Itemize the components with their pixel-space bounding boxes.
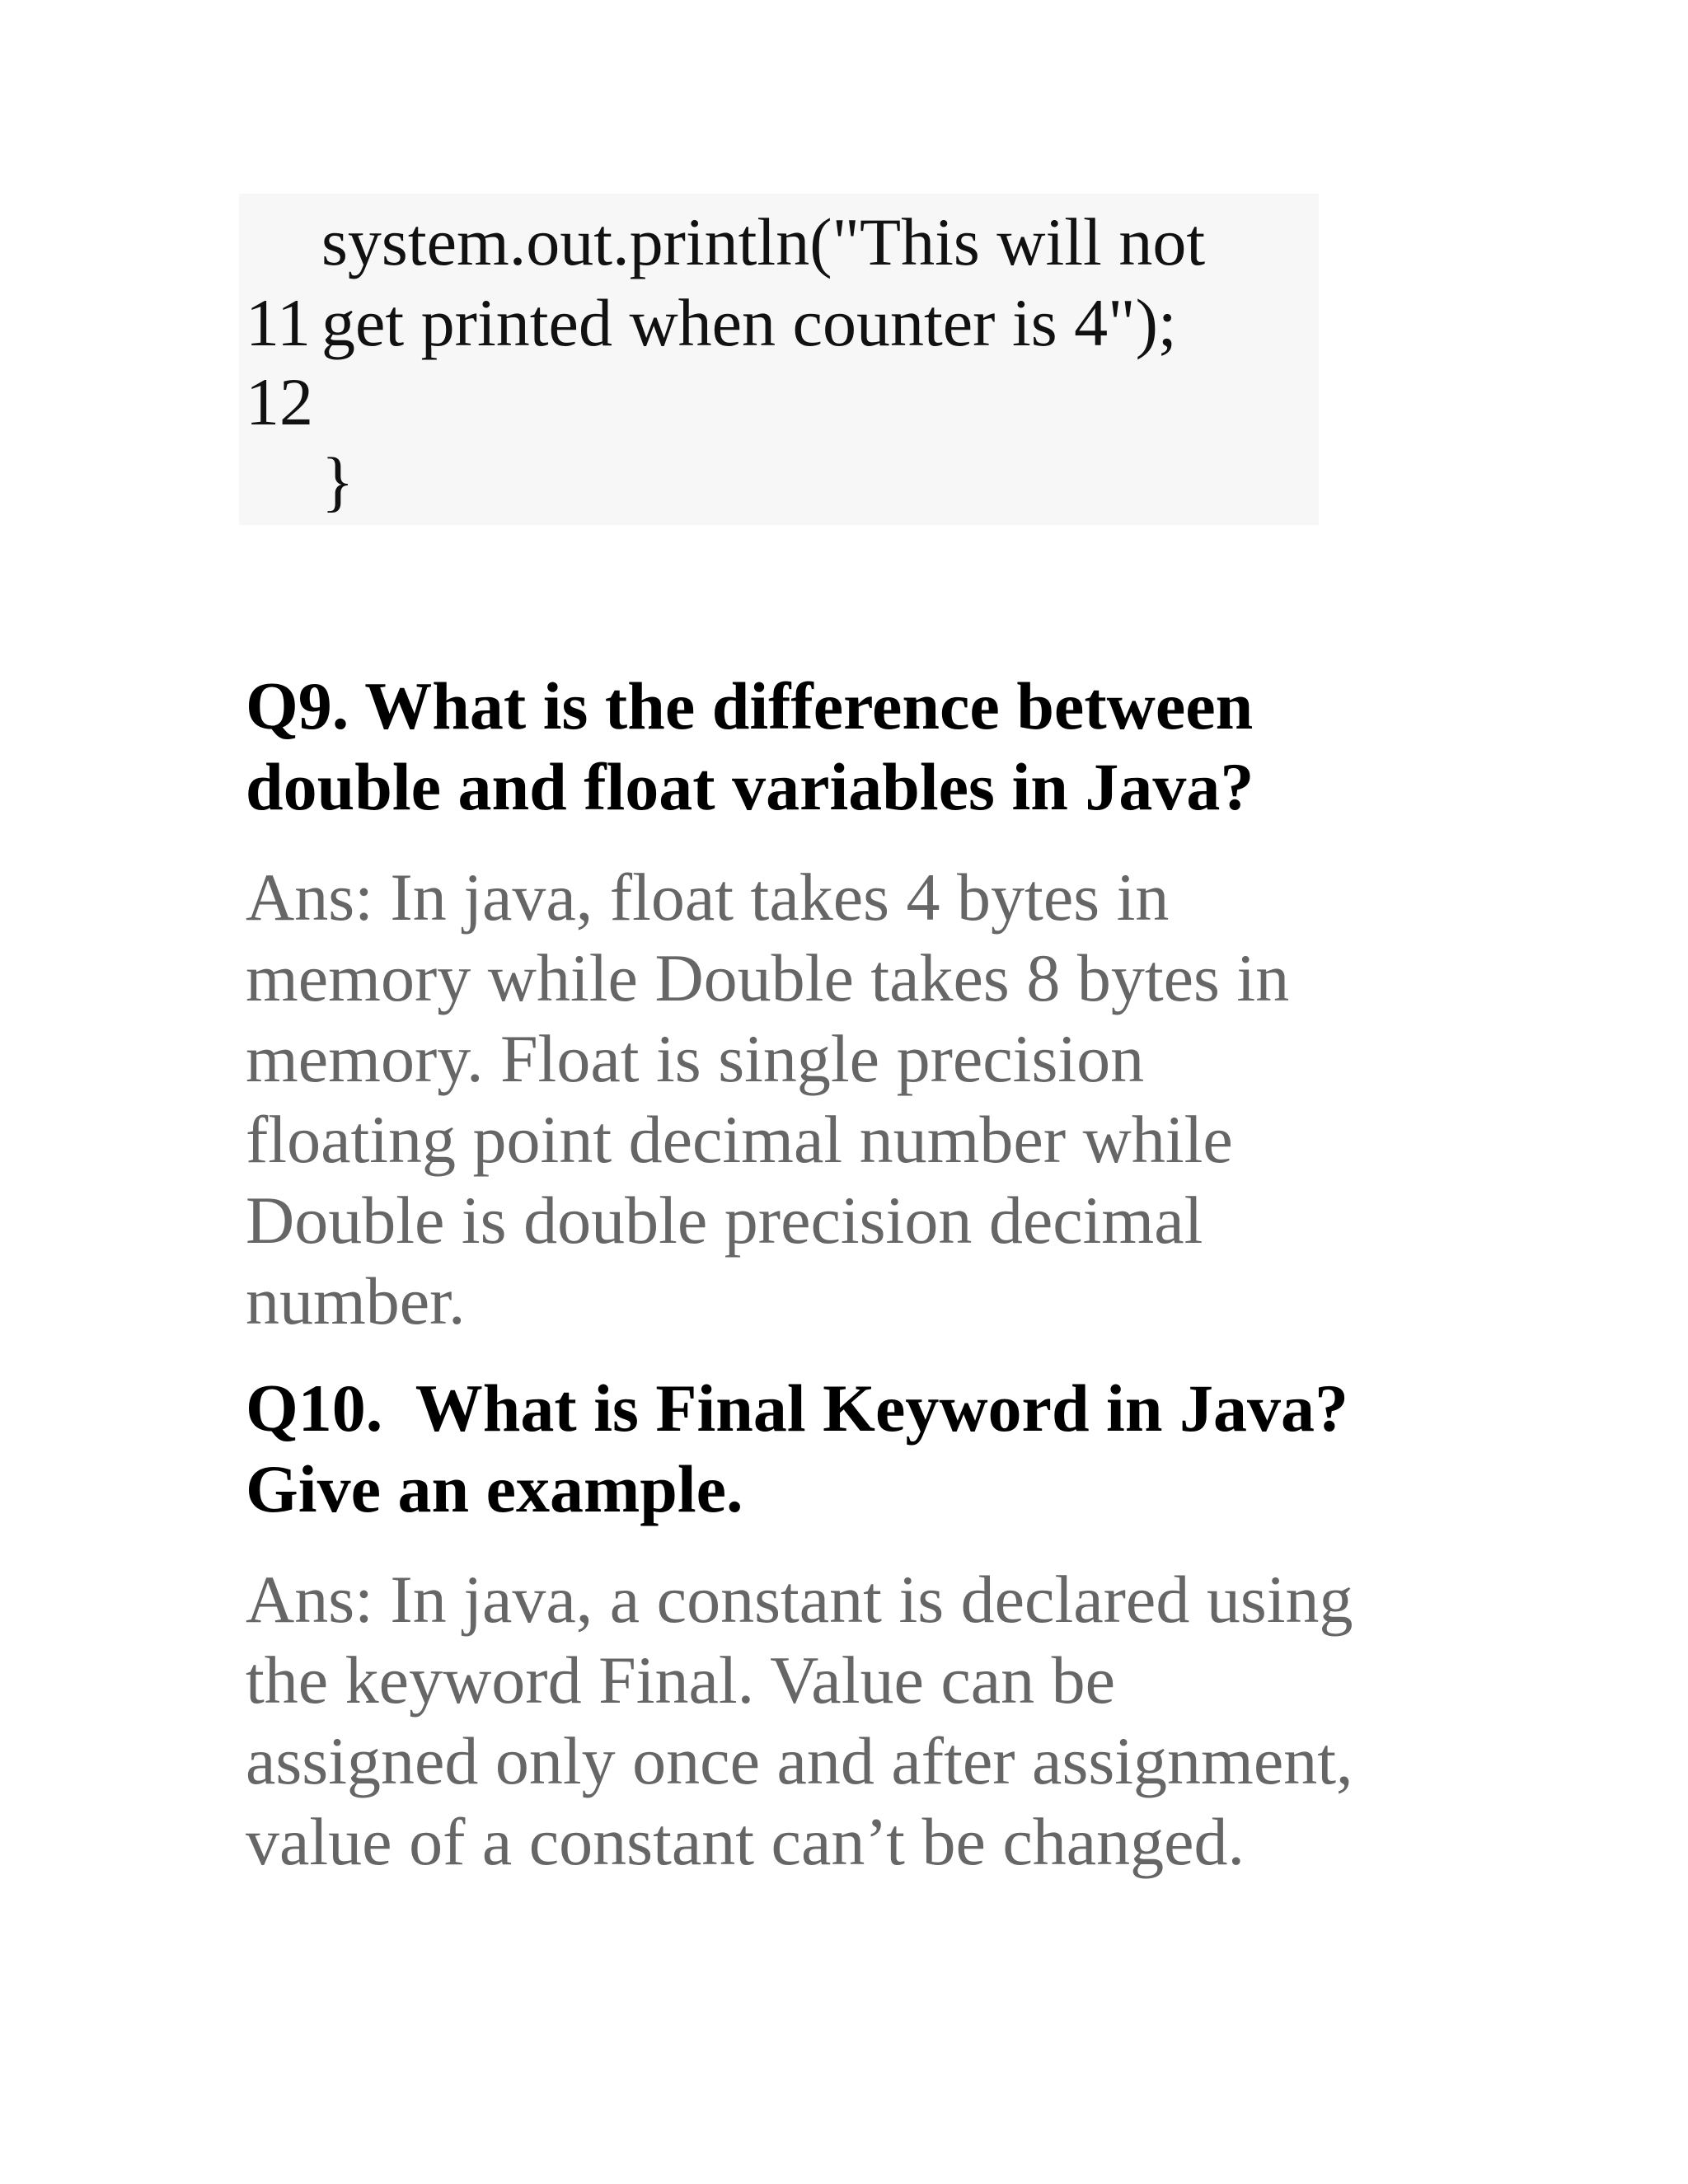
q9-answer-line-4: floating point decimal number while bbox=[246, 1102, 1233, 1177]
code-line-2: get printed when counter is 4"); bbox=[321, 285, 1177, 360]
code-line-1: system.out.println("This will not bbox=[321, 204, 1206, 279]
q10-question-line-2: Give an example. bbox=[246, 1451, 743, 1526]
q9-answer-line-6: number. bbox=[246, 1263, 466, 1338]
q9-question-line-2: double and float variables in Java? bbox=[246, 749, 1254, 824]
q10-question-line-1: Q10. What is Final Keyword in Java? bbox=[246, 1371, 1348, 1446]
code-snippet bbox=[239, 194, 1319, 525]
q9-answer-line-3: memory. Float is single precision bbox=[246, 1021, 1145, 1096]
line-number-11: 11 bbox=[246, 285, 311, 360]
q9-answer-line-5: Double is double precision decimal bbox=[246, 1183, 1203, 1258]
q9-answer-line-1: Ans: In java, float takes 4 bytes in bbox=[246, 860, 1170, 935]
q9-question-line-1: Q9. What is the difference between bbox=[246, 668, 1254, 743]
q10-answer-line-1: Ans: In java, a constant is declared using bbox=[246, 1562, 1353, 1637]
q10-answer-line-4: value of a constant can’t be changed. bbox=[246, 1804, 1245, 1879]
line-number-12: 12 bbox=[246, 364, 313, 439]
code-line-closing-brace: } bbox=[321, 443, 354, 518]
q10-answer-line-2: the keyword Final. Value can be bbox=[246, 1643, 1116, 1718]
q9-answer-line-2: memory while Double takes 8 bytes in bbox=[246, 940, 1290, 1015]
q10-answer-line-3: assigned only once and after assignment, bbox=[246, 1723, 1353, 1798]
